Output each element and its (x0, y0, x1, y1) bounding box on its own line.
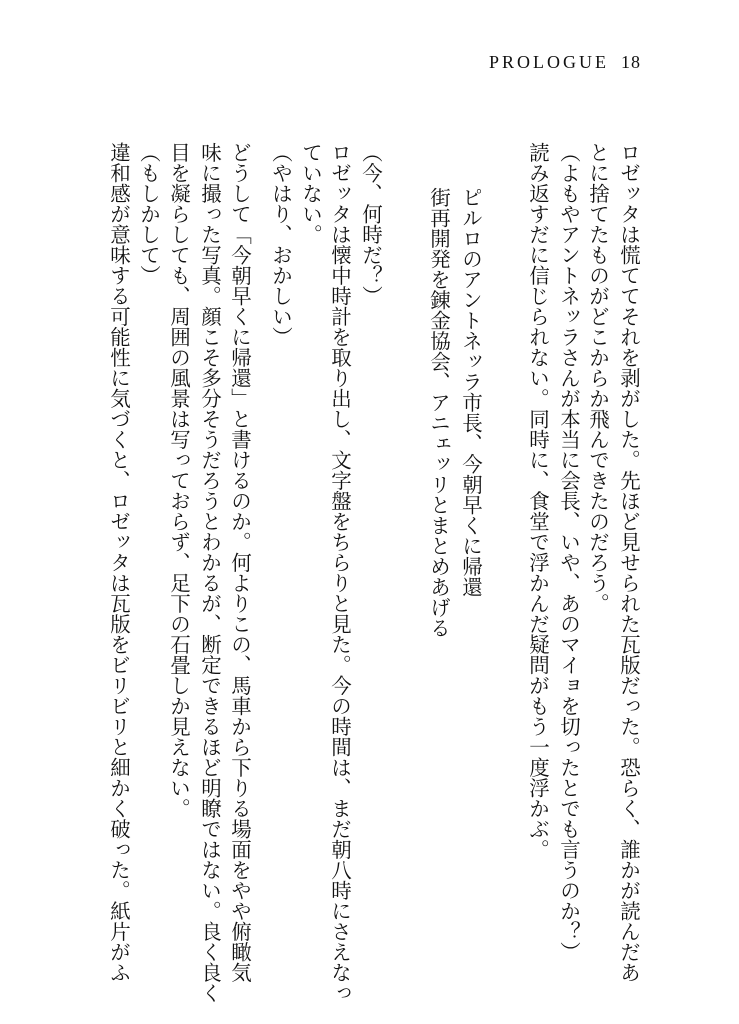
text-line: （やはり、おかしい） (268, 142, 293, 347)
text-line: 違和感が意味する可能性に気づくと、ロゼッタは瓦版をビリビリと細かく破った。紙片がふ (106, 142, 131, 983)
headline-line: ピルロのアントネッラ市長、今朝早くに帰還 (458, 187, 483, 597)
text-line: 読み返すだに信じられない。同時に、食堂で浮かんだ疑問がもう一度浮かぶ。 (525, 142, 550, 860)
running-head (489, 52, 641, 73)
text-line: どうして「今朝早くに帰還」と書けるのか。何よりこの、馬車から下りる場面をやや俯瞰気 (227, 142, 252, 983)
text-line: （もしかして） (136, 142, 161, 286)
text-line: （今、何時だ？） (358, 142, 383, 306)
text-line: 目を凝らしても、周囲の風景は写っておらず、足下の石畳しか見えない。 (166, 142, 191, 819)
text-line: ていない。 (298, 142, 323, 245)
text-line: ロゼッタは懐中時計を取り出し、文字盤をちらりと見た。今の時間は、まだ朝八時にさえなっ (327, 142, 352, 1003)
chapter-title: PROLOGUE (488, 52, 609, 72)
text-line: ロゼッタは慌ててそれを剥がした。先ほど見せられた瓦版だった。恐らく、誰かが読んだあ (616, 142, 641, 983)
page-number: 18 (621, 52, 641, 72)
text-line: 味に撮った写真。顔こそ多分そうだろうとわかるが、断定できるほど明瞭ではない。良く良く (197, 142, 222, 1003)
text-line: （よもやアントネッラさんが本当に会長、いや、あのマイョを切ったとでも言うのか？） (556, 142, 581, 962)
headline-line: 街再開発を錬金協会、アニェッリとまとめあげる (426, 187, 451, 638)
text-line: とに捨てたものがどこからか飛んできたのだろう。 (585, 142, 610, 614)
